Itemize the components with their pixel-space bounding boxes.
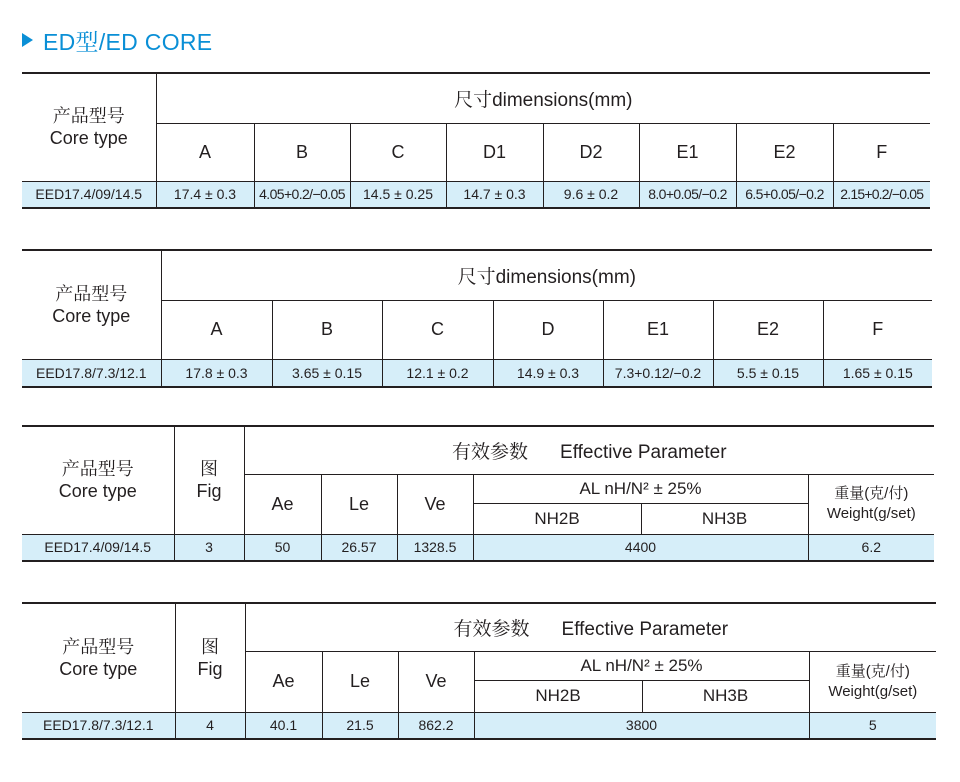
weight-header-en: Weight(g/set): [828, 682, 918, 700]
core-type-header: [22, 250, 161, 359]
al-header: AL nH/N² ± 25%: [473, 474, 808, 503]
cell-e1: 7.3+0.12/−0.2: [603, 359, 713, 387]
cell-e2: 6.5+0.05/−0.2: [736, 181, 833, 208]
col-header-f: F: [833, 123, 930, 181]
fig-header-cn: 图: [200, 459, 218, 480]
triangle-bullet-icon: [22, 33, 33, 47]
col-header-c: C: [350, 123, 446, 181]
cell-a: 17.8 ± 0.3: [161, 359, 272, 387]
cell-b: 3.65 ± 0.15: [272, 359, 382, 387]
dimensions-header: 尺寸dimensions(mm): [156, 73, 930, 123]
cell-d2: 9.6 ± 0.2: [543, 181, 639, 208]
cell-b: 4.05+0.2/−0.05: [254, 181, 350, 208]
cell-core-type: EED17.4/09/14.5: [22, 181, 156, 208]
dimensions-table-eed17-4: [22, 72, 930, 209]
col-header-c: C: [382, 300, 493, 359]
fig-header-cn: 图: [201, 636, 219, 657]
cell-d: 14.9 ± 0.3: [493, 359, 603, 387]
col-header-d1: D1: [446, 123, 543, 181]
col-header-e2: E2: [713, 300, 823, 359]
fig-header: [175, 603, 245, 712]
cell-e2: 5.5 ± 0.15: [713, 359, 823, 387]
cell-al: 3800: [474, 712, 809, 739]
cell-le: 21.5: [322, 712, 398, 739]
cell-ae: 40.1: [245, 712, 322, 739]
col-header-nh3b: NH3B: [642, 680, 809, 712]
dimensions-table-eed17-8: [22, 249, 932, 388]
core-type-header-en: Core type: [49, 128, 128, 149]
cell-ae: 50: [244, 534, 321, 561]
fig-header-en: Fig: [196, 481, 222, 502]
col-header-nh3b: NH3B: [641, 503, 808, 534]
al-header: AL nH/N² ± 25%: [474, 651, 809, 680]
core-type-header: [22, 426, 174, 534]
col-header-nh2b: NH2B: [474, 680, 642, 712]
col-header-e1: E1: [639, 123, 736, 181]
core-type-header-cn: 产品型号: [61, 459, 134, 480]
col-header-d2: D2: [543, 123, 639, 181]
page-title: [22, 25, 212, 55]
weight-header: [809, 651, 936, 712]
col-header-ve: Ve: [397, 474, 473, 534]
weight-header: [808, 474, 934, 534]
weight-header-cn: 重量(克/付): [835, 662, 910, 680]
table-row: [22, 359, 932, 387]
cell-core-type: EED17.4/09/14.5: [22, 534, 174, 561]
cell-core-type: EED17.8/7.3/12.1: [22, 712, 175, 739]
cell-d1: 14.7 ± 0.3: [446, 181, 543, 208]
effective-parameter-en: Effective Parameter: [561, 618, 729, 640]
cell-ve: 1328.5: [397, 534, 473, 561]
page-title-text: ED型/ED CORE: [43, 28, 213, 55]
core-type-header-cn: 产品型号: [55, 283, 128, 304]
table-row: [22, 181, 930, 208]
core-type-header-en: Core type: [59, 658, 138, 679]
cell-weight: 6.2: [808, 534, 934, 561]
col-header-le: Le: [321, 474, 397, 534]
table-row: [22, 712, 936, 739]
cell-c: 12.1 ± 0.2: [382, 359, 493, 387]
fig-header-en: Fig: [197, 658, 223, 679]
cell-f: 2.15+0.2/−0.05: [833, 181, 930, 208]
col-header-d: D: [493, 300, 603, 359]
fig-header: [174, 426, 244, 534]
table-row: [22, 534, 934, 561]
cell-core-type: EED17.8/7.3/12.1: [22, 359, 161, 387]
col-header-f: F: [823, 300, 932, 359]
cell-le: 26.57: [321, 534, 397, 561]
dimensions-header: 尺寸dimensions(mm): [161, 250, 932, 300]
core-type-header-cn: 产品型号: [62, 636, 135, 657]
col-header-ae: Ae: [245, 651, 322, 712]
cell-fig: 4: [175, 712, 245, 739]
cell-c: 14.5 ± 0.25: [350, 181, 446, 208]
cell-al: 4400: [473, 534, 808, 561]
effective-parameter-cn: 有效参数: [452, 441, 529, 463]
col-header-le: Le: [322, 651, 398, 712]
parameters-table-eed17-8: [22, 602, 936, 740]
cell-weight: 5: [809, 712, 936, 739]
parameters-table-eed17-4: [22, 425, 934, 562]
col-header-a: A: [156, 123, 254, 181]
core-type-header-cn: 产品型号: [52, 106, 125, 127]
cell-ve: 862.2: [398, 712, 474, 739]
core-type-header-en: Core type: [58, 481, 137, 502]
effective-parameter-header: [245, 603, 936, 651]
col-header-e1: E1: [603, 300, 713, 359]
core-type-header: [22, 603, 175, 712]
cell-e1: 8.0+0.05/−0.2: [639, 181, 736, 208]
col-header-ae: Ae: [244, 474, 321, 534]
effective-parameter-en: Effective Parameter: [560, 441, 727, 463]
cell-f: 1.65 ± 0.15: [823, 359, 932, 387]
weight-header-en: Weight(g/set): [826, 505, 916, 522]
col-header-a: A: [161, 300, 272, 359]
core-type-header: [22, 73, 156, 181]
col-header-ve: Ve: [398, 651, 474, 712]
col-header-nh2b: NH2B: [473, 503, 641, 534]
col-header-e2: E2: [736, 123, 833, 181]
effective-parameter-cn: 有效参数: [453, 618, 530, 640]
effective-parameter-header: [244, 426, 934, 474]
cell-a: 17.4 ± 0.3: [156, 181, 254, 208]
weight-header-cn: 重量(克/付): [834, 485, 909, 502]
col-header-b: B: [272, 300, 382, 359]
col-header-b: B: [254, 123, 350, 181]
cell-fig: 3: [174, 534, 244, 561]
core-type-header-en: Core type: [52, 305, 131, 326]
